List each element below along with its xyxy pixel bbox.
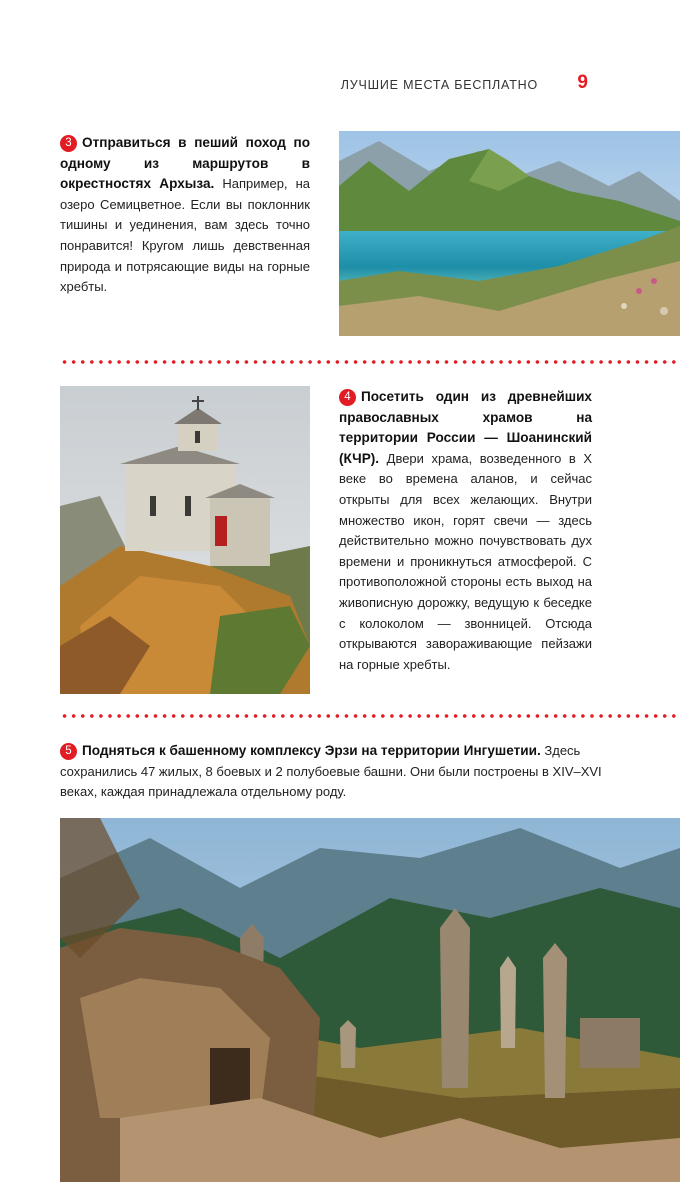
item-3-body: Например, на озеро Семицветное. Если вы поклонник тишины и уединения, вам здесь точно понравится! Кругом лишь девственная природа и потрясающие виды на горные хребты. bbox=[60, 176, 310, 295]
item-3-text bbox=[60, 133, 310, 298]
section-title: ЛУЧШИЕ МЕСТА БЕСПЛАТНО bbox=[340, 78, 538, 92]
running-header bbox=[0, 72, 680, 102]
item-4-body: Двери храма, возведенного в X веке во времена аланов, и сейчас открыты для всех желающих. Внутри множество икон, горят свечи — здесь действительно можно почувствовать дух времени и проникнуться атмосферой. С противоположной стороны есть выход на живописную дорожку, ведущую к беседке с колоколом — звонницей. Отсюда открываются завораживающие пейзажи на горные хребты. bbox=[339, 450, 592, 672]
item-5-number: 5 bbox=[60, 743, 77, 760]
lake-photo bbox=[339, 131, 680, 336]
item-5-body: Здесь сохранились 47 жилых, 8 боевых и 2 полубоевые башни. Они были построены в XIV–XVI веках, каждая принадлежала отдельному роду. bbox=[60, 743, 602, 800]
item-3-lead: 3 Отправиться в пеший поход по одному из маршрутов в окрестностях Архыза. bbox=[60, 135, 310, 192]
page-number: 9 bbox=[577, 72, 588, 93]
church-photo bbox=[60, 386, 310, 694]
item-5-lead: 5 Подняться к башенному комплексу Эрзи на территории Ингушетии. bbox=[60, 743, 541, 758]
divider-1 bbox=[60, 360, 680, 364]
item-4-text bbox=[339, 387, 592, 675]
item-5-text bbox=[60, 741, 605, 803]
item-3-number: 3 bbox=[60, 135, 77, 152]
towers-photo bbox=[60, 818, 680, 1182]
divider-2 bbox=[60, 714, 680, 718]
item-4-number: 4 bbox=[339, 389, 356, 406]
item-4-lead: 4 Посетить один из древнейших православных храмов на территории России — Шоанинский (КЧР). bbox=[339, 389, 592, 466]
